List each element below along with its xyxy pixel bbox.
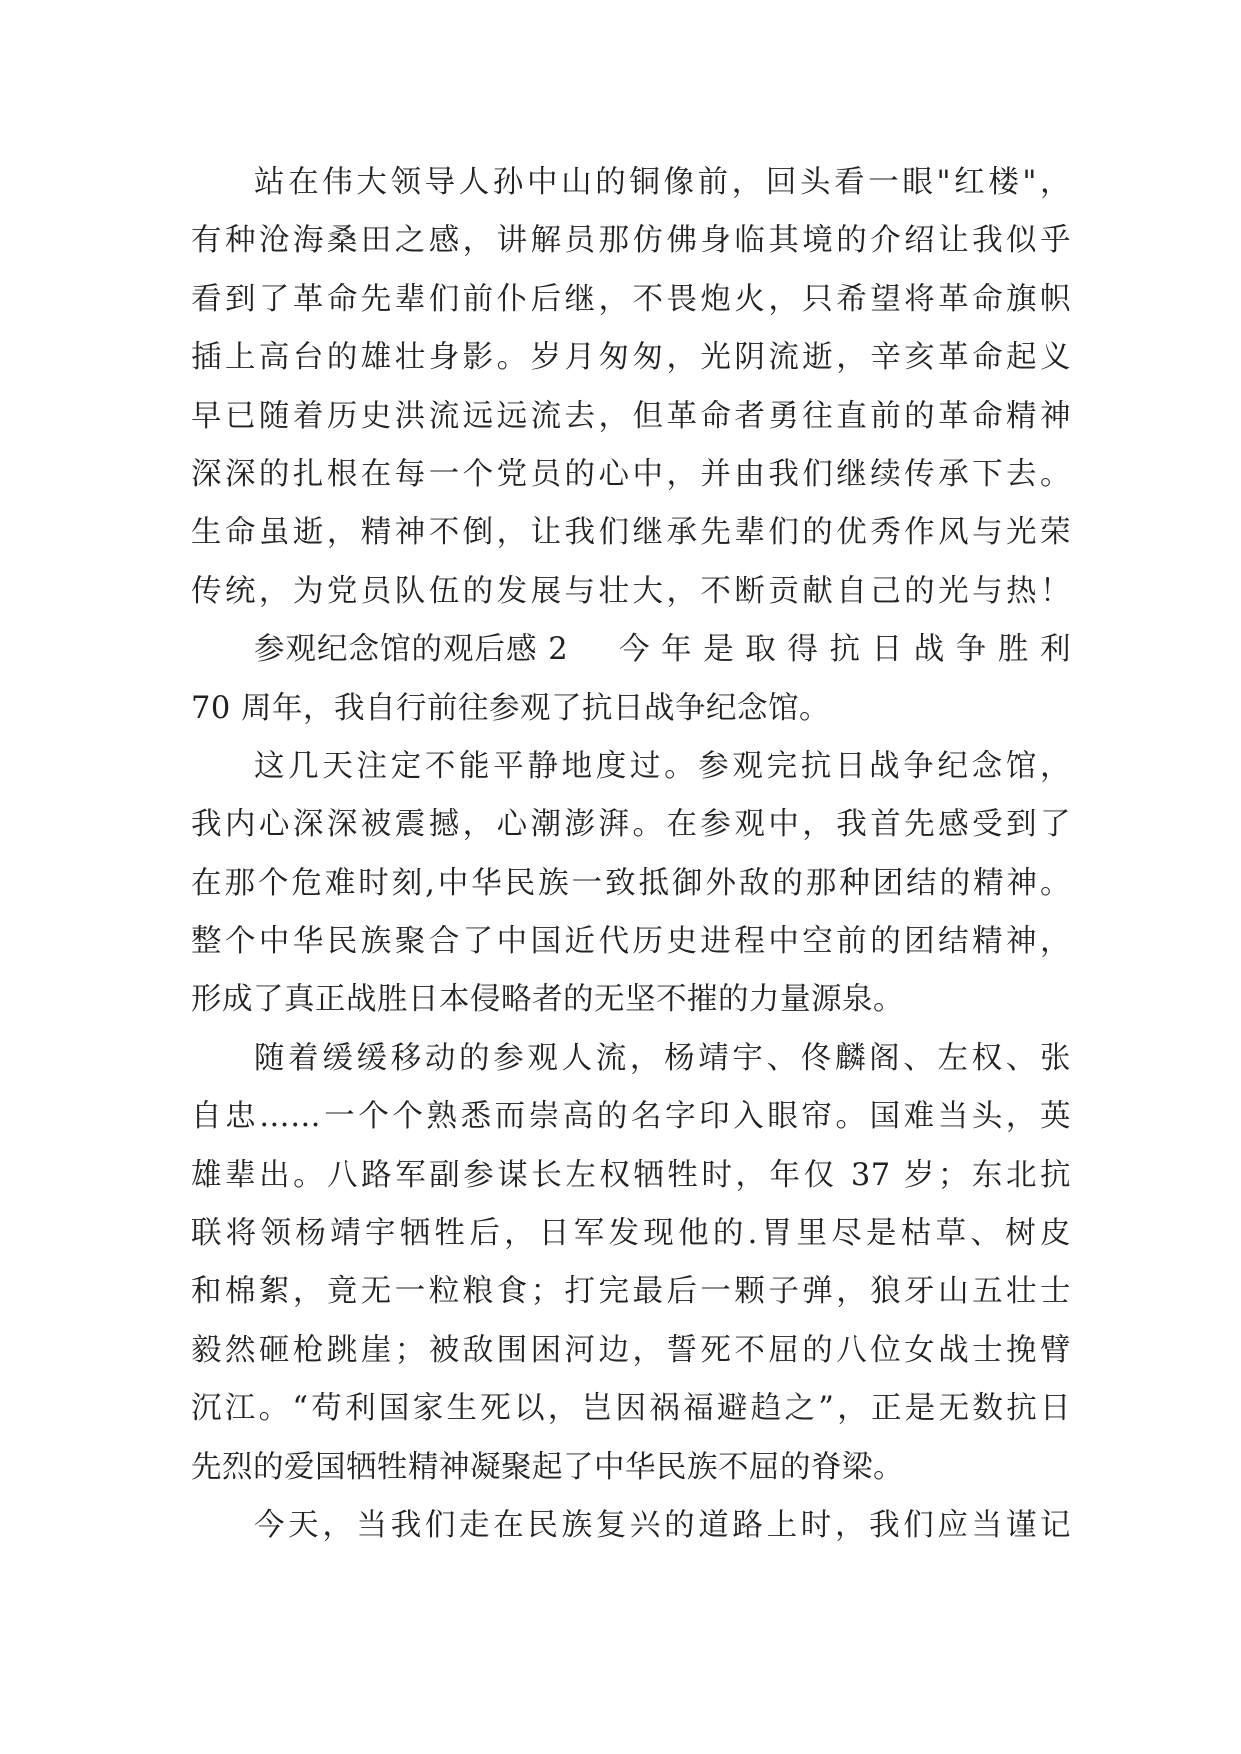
text-line: 和棉絮，竟无一粒粮食；打完最后一颗子弹，狼牙山五壮士 [191, 1274, 1071, 1310]
section-heading-paragraph [191, 621, 1071, 738]
text-line: 有种沧海桑田之感，讲解员那仿佛身临其境的介绍让我似乎 [191, 223, 1071, 259]
text-line: 这几天注定不能平静地度过。参观完抗日战争纪念馆， [254, 748, 1071, 784]
text-line: 整个中华民族聚合了中国近代历史进程中空前的团结精神， [191, 924, 1071, 960]
text-line: 深深的扎根在每一个党员的心中，并由我们继续传承下去。 [191, 456, 1071, 492]
text-line: 我内心深深被震撼，心潮澎湃。在参观中，我首先感受到了 [191, 807, 1071, 843]
section-title: 参观纪念馆的观后感 2 [254, 632, 569, 668]
text-line: 自忠……一个个熟悉而崇高的名字印入眼帘。国难当头，英 [191, 1099, 1071, 1135]
section-heading-line [254, 621, 1071, 679]
paragraph-memorial-visit [191, 738, 1071, 1030]
paragraph-red-building [191, 154, 1071, 621]
text-line: 早已随着历史洪流远远流去，但革命者勇往直前的革命精神 [191, 398, 1071, 434]
text-line: 沉江。“苟利国家生死以，岂因祸福避趋之”，正是无数抗日 [191, 1391, 1071, 1427]
text-line: 随着缓缓移动的参观人流，杨靖宇、佟麟阁、左权、张 [254, 1040, 1071, 1076]
text-line: 形成了真正战胜日本侵略者的无坚不摧的力量源泉。 [191, 982, 904, 1018]
text-line: 传统，为党员队伍的发展与壮大，不断贡献自己的光与热！ [191, 573, 1071, 609]
text-line: 联将领杨靖宇牺牲后，日军发现他的.胃里尽是枯草、树皮 [191, 1216, 1071, 1252]
text-line: 看到了革命先辈们前仆后继，不畏炮火，只希望将革命旗帜 [191, 281, 1071, 317]
text-line: 站在伟大领导人孙中山的铜像前，回头看一眼"红楼"， [254, 165, 1071, 200]
text-line: 毅然砸枪跳崖；被敌围困河边，誓死不屈的八位女战士挽臂 [191, 1332, 1071, 1368]
section-lead: 今年是取得抗日战争胜利 [619, 632, 1071, 668]
text-line: 先烈的爱国牺牲精神凝聚起了中华民族不屈的脊梁。 [191, 1449, 904, 1485]
paragraph-today [191, 1497, 1071, 1555]
text-line: 雄辈出。八路军副参谋长左权牺牲时，年仅 37 岁；东北抗 [191, 1157, 1071, 1193]
text-line: 今天，当我们走在民族复兴的道路上时，我们应当谨记 [254, 1507, 1071, 1543]
document-body [191, 154, 1071, 1555]
text-line: 生命虽逝，精神不倒，让我们继承先辈们的优秀作风与光荣 [191, 515, 1071, 551]
text-line: 插上高台的雄壮身影。岁月匆匆，光阴流逝，辛亥革命起义 [191, 340, 1071, 376]
paragraph-heroes [191, 1030, 1071, 1497]
text-line: 在那个危难时刻,中华民族一致抵御外敌的那种团结的精神。 [191, 865, 1071, 901]
text-line: 70 周年，我自行前往参观了抗日战争纪念馆。 [191, 690, 831, 726]
